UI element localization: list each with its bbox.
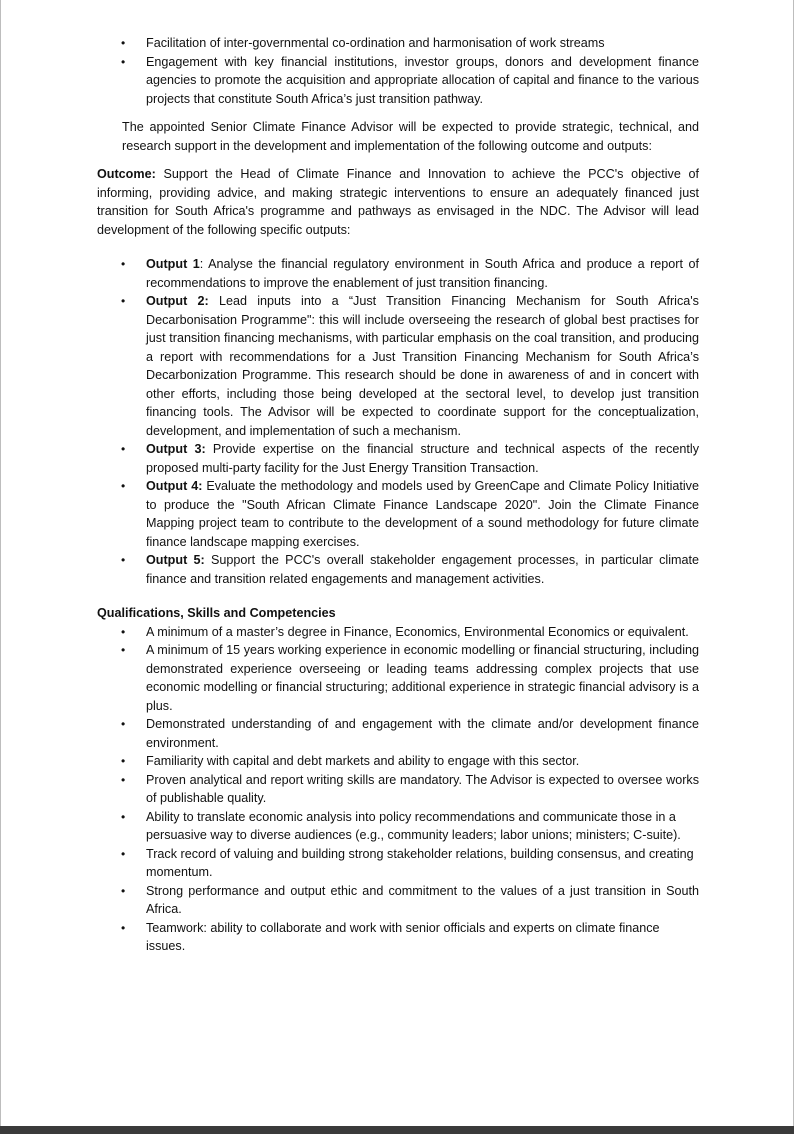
list-item (1, 623, 794, 642)
output-label: Output 2: (146, 294, 209, 308)
output-text: Support the PCC's overall stakeholder engagement processes, in particular climate finance and transition related engagements and management activities. (146, 553, 699, 586)
bullet-icon: • (121, 846, 126, 861)
list-item-text: Demonstrated understanding of and engagement with the climate and/or development finance environment. (146, 717, 699, 750)
list-item-text: Strong performance and output ethic and commitment to the values of a just transition in South Africa. (146, 883, 699, 916)
advisor-paragraph: The appointed Senior Climate Finance Advisor will be expected to provide strategic, technical, and research support in the development and implementation of the following outcome and outputs: (122, 120, 699, 153)
outputs-list (1, 255, 794, 588)
list-item-text: Ability to translate economic analysis into policy recommendations and communicate those in a persuasive way to diverse audiences (e.g., community leaders; labor unions; ministers; C-suite). (146, 809, 681, 842)
output-text: Provide expertise on the financial structure and technical aspects of the recently proposed multi-party facility for the Just Energy Transition Transaction. (146, 442, 699, 475)
list-item (1, 641, 794, 715)
outcome-text: Support the Head of Climate Finance and Innovation to achieve the PCC's objective of informing, providing advice, and making strategic interventions to ensure an adequately financed just transition for South Africa's programme and pathways as envisaged in the NDC. The Advisor will lead development of the following specific outputs: (97, 167, 699, 237)
outcome-paragraph (97, 165, 699, 239)
page-content (1, 34, 794, 956)
list-item (1, 34, 794, 53)
output-label: Output 4: (146, 479, 203, 493)
output-label: Output 5: (146, 553, 205, 567)
bullet-icon: • (121, 920, 126, 935)
output-label: Output 1 (146, 257, 200, 271)
list-item (1, 477, 794, 551)
bullet-icon: • (121, 442, 126, 456)
output-label: Output 3: (146, 442, 206, 456)
bullet-icon: • (121, 624, 126, 639)
list-item (1, 845, 794, 882)
viewer-bottom-bar (0, 1126, 794, 1134)
list-item-text: Engagement with key financial institutions, investor groups, donors and development finance agencies to promote the acquisition and appropriate allocation of capital and finance to the various projects that constitute South Africa’s just transition pathway. (146, 54, 699, 106)
bullet-icon: • (121, 294, 126, 308)
bullet-icon: • (121, 36, 126, 50)
bullet-icon: • (121, 553, 126, 567)
bullet-icon: • (121, 257, 126, 271)
qualifications-heading: Qualifications, Skills and Competencies (97, 606, 336, 620)
outcome-label: Outcome: (97, 167, 156, 181)
bullet-icon: • (121, 643, 126, 657)
list-item-text: Track record of valuing and building strong stakeholder relations, building consensus, and creating momentum. (146, 846, 694, 879)
bullet-icon: • (121, 754, 126, 768)
list-item-text: A minimum of 15 years working experience in economic modelling or financial structuring, including demonstrated experience overseeing or leading teams addressing complex projects that use economic modelling or financial structuring; additional experience in strategic financial advisory is a plus. (146, 643, 699, 713)
list-item (1, 255, 794, 292)
list-item (1, 919, 794, 956)
intro-bullet-list (1, 34, 794, 108)
bullet-icon: • (121, 809, 126, 824)
list-item-text: Teamwork: ability to collaborate and work with senior officials and experts on climate finance issues. (146, 920, 660, 953)
list-item (1, 551, 794, 588)
bullet-icon: • (121, 54, 126, 69)
qualifications-list (1, 623, 794, 956)
list-item-text: Facilitation of inter-governmental co-ordination and harmonisation of work streams (146, 36, 605, 50)
list-item (1, 808, 794, 845)
output-text: Evaluate the methodology and models used by GreenCape and Climate Policy Initiative to produce the "South African Climate Finance Landscape 2020". Join the Climate Finance Mapping project team to contribute to the development of a sound methodology for future climate finance landscape mapping exercises. (146, 479, 699, 549)
list-item (1, 53, 794, 109)
list-item (1, 292, 794, 440)
bullet-icon: • (121, 883, 126, 898)
bullet-icon: • (121, 479, 126, 493)
bullet-icon: • (121, 717, 126, 731)
list-item-text: A minimum of a master’s degree in Finance, Economics, Environmental Economics or equivalent. (146, 624, 689, 639)
list-item-text: Familiarity with capital and debt markets and ability to engage with this sector. (146, 754, 580, 768)
list-item (1, 882, 794, 919)
output-text: Lead inputs into a “Just Transition Financing Mechanism for South Africa's Decarbonisation Programme": this will include overseeing the research of global best practises for just transition financing mechanisms, with particular emphasis on the coal transition, and producing a report with recommendations for a Just Transition Financing Mechanism for South Africa’s Decarbonization Programme. This research should be done in awareness of and in concert with other efforts, including those being developed at the sectoral level, to develop just transition financing tools. The Advisor will be expected to coordinate support for the conceptualization, development, and implementation of such a mechanism. (146, 294, 699, 438)
bullet-icon: • (121, 772, 126, 787)
list-item (1, 771, 794, 808)
list-item-text: Proven analytical and report writing skills are mandatory. The Advisor is expected to oversee works of publishable quality. (146, 772, 699, 805)
list-item (1, 715, 794, 752)
list-item (1, 440, 794, 477)
list-item (1, 752, 794, 771)
output-text: : Analyse the financial regulatory environment in South Africa and produce a report of recommendations to improve the enablement of just transition financing. (146, 257, 699, 290)
